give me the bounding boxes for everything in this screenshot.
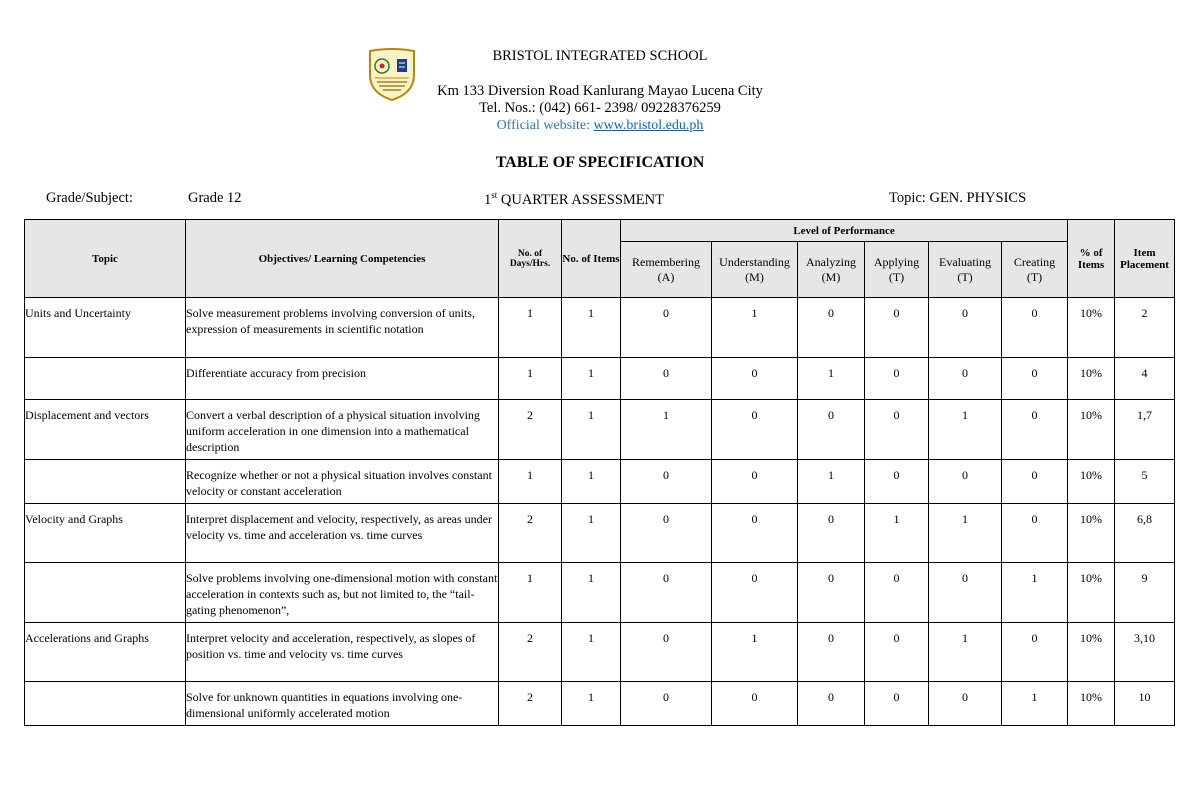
level-code: (M) [821,269,841,284]
table-row [25,400,1175,460]
row-placement: 4 [1115,358,1175,400]
row-days: 2 [499,504,562,563]
level-name: Evaluating [939,254,991,269]
row-percent: 10% [1068,460,1115,504]
header-level [865,242,929,298]
row-days: 1 [499,358,562,400]
row-topic: Velocity and Graphs [25,504,186,563]
row-creating: 0 [1002,298,1068,358]
row-remembering: 0 [621,460,712,504]
grade-value: Grade 12 [188,190,242,206]
row-creating: 0 [1002,460,1068,504]
header-topic: Topic [25,220,186,298]
row-items: 1 [562,563,621,623]
row-evaluating: 0 [929,298,1002,358]
row-items: 1 [562,460,621,504]
row-applying: 0 [865,400,929,460]
row-topic [25,563,186,623]
topic-label: Topic: [889,190,926,206]
row-days: 1 [499,298,562,358]
row-percent: 10% [1068,623,1115,682]
row-evaluating: 0 [929,682,1002,726]
row-evaluating: 0 [929,460,1002,504]
row-understanding: 0 [712,504,798,563]
row-analyzing: 0 [798,682,865,726]
row-applying: 0 [865,298,929,358]
row-applying: 0 [865,682,929,726]
row-analyzing: 0 [798,563,865,623]
row-applying: 0 [865,460,929,504]
header-item-placement: Item Placement [1115,220,1175,298]
row-evaluating: 1 [929,400,1002,460]
row-placement: 9 [1115,563,1175,623]
row-days: 2 [499,400,562,460]
table-row [25,563,1175,623]
table-row [25,358,1175,400]
quarter-text: QUARTER ASSESSMENT [500,191,664,208]
row-placement: 10 [1115,682,1175,726]
row-percent: 10% [1068,358,1115,400]
row-percent: 10% [1068,400,1115,460]
row-applying: 0 [865,358,929,400]
level-name: Applying [873,254,920,269]
row-days: 2 [499,623,562,682]
row-applying: 0 [865,623,929,682]
level-name: Remembering [632,254,700,269]
level-code: (T) [957,269,973,284]
row-objective: Solve measurement problems involving conversion of units, expression of measurements in scientific notation [186,298,499,358]
row-understanding: 0 [712,460,798,504]
row-understanding: 0 [712,400,798,460]
row-objective: Solve for unknown quantities in equations involving one-dimensional uniformly accelerated motion [186,682,499,726]
row-days: 1 [499,563,562,623]
website-label: Official website: [496,118,590,133]
row-items: 1 [562,400,621,460]
website-link[interactable]: www.bristol.edu.ph [593,118,704,133]
row-evaluating: 0 [929,563,1002,623]
row-topic: Displacement and vectors [25,400,186,460]
row-remembering: 0 [621,563,712,623]
table-row [25,623,1175,682]
row-understanding: 0 [712,682,798,726]
row-objective: Differentiate accuracy from precision [186,358,499,400]
row-objective: Solve problems involving one-dimensional motion with constant acceleration in contexts such as, but not limited to, the “tail-gating phenomenon”, [186,563,499,623]
row-creating: 1 [1002,682,1068,726]
row-remembering: 0 [621,623,712,682]
row-analyzing: 0 [798,504,865,563]
row-understanding: 1 [712,623,798,682]
row-placement: 1,7 [1115,400,1175,460]
header-days: No. of Days/Hrs. [499,220,562,298]
school-website [0,118,1200,134]
row-topic: Accelerations and Graphs [25,623,186,682]
row-applying: 1 [865,504,929,563]
level-name: Creating [1013,254,1056,269]
row-creating: 0 [1002,623,1068,682]
header-level-of-performance: Level of Performance [621,220,1068,242]
header-level [621,242,712,298]
quarter-ordinal: 1 [484,191,492,208]
header-objectives: Objectives/ Learning Competencies [186,220,499,298]
row-understanding: 1 [712,298,798,358]
header-items: No. of Items [562,220,621,298]
row-remembering: 0 [621,358,712,400]
row-placement: 5 [1115,460,1175,504]
table-row [25,504,1175,563]
row-percent: 10% [1068,504,1115,563]
row-placement: 2 [1115,298,1175,358]
table-row [25,682,1175,726]
row-items: 1 [562,298,621,358]
row-topic [25,682,186,726]
row-objective: Recognize whether or not a physical situation involves constant velocity or constant acceleration [186,460,499,504]
row-percent: 10% [1068,298,1115,358]
row-remembering: 0 [621,504,712,563]
row-percent: 10% [1068,563,1115,623]
header-level [1002,242,1068,298]
row-understanding: 0 [712,563,798,623]
row-remembering: 1 [621,400,712,460]
header-level [798,242,865,298]
quarter-heading [484,190,664,209]
row-analyzing: 0 [798,623,865,682]
row-evaluating: 1 [929,504,1002,563]
row-topic [25,358,186,400]
grade-label: Grade/Subject: [46,190,133,206]
quarter-ordinal-suffix: st [491,190,498,200]
row-analyzing: 1 [798,460,865,504]
specification-table [24,219,1175,726]
topic-heading [889,190,1026,207]
row-days: 2 [499,682,562,726]
level-name: Analyzing [806,254,856,269]
row-days: 1 [499,460,562,504]
level-name: Understanding [719,254,790,269]
row-creating: 0 [1002,400,1068,460]
table-row [25,460,1175,504]
table-row [25,298,1175,358]
row-items: 1 [562,623,621,682]
header-level [712,242,798,298]
school-telephone: Tel. Nos.: (042) 661- 2398/ 09228376259 [479,100,721,116]
row-topic [25,460,186,504]
row-remembering: 0 [621,682,712,726]
row-items: 1 [562,504,621,563]
school-address: Km 133 Diversion Road Kanlurang Mayao Lucena City [437,83,763,99]
school-name: BRISTOL INTEGRATED SCHOOL [492,48,708,64]
row-placement: 6,8 [1115,504,1175,563]
row-objective: Convert a verbal description of a physical situation involving uniform acceleration in one dimension into a mathematical description [186,400,499,460]
row-analyzing: 0 [798,298,865,358]
row-placement: 3,10 [1115,623,1175,682]
row-items: 1 [562,682,621,726]
row-objective: Interpret velocity and acceleration, respectively, as slopes of position vs. time and velocity vs. time curves [186,623,499,682]
row-evaluating: 0 [929,358,1002,400]
header-level [929,242,1002,298]
row-applying: 0 [865,563,929,623]
row-creating: 1 [1002,563,1068,623]
topic-value: GEN. PHYSICS [929,190,1027,206]
row-analyzing: 0 [798,400,865,460]
row-items: 1 [562,358,621,400]
row-remembering: 0 [621,298,712,358]
document-title: TABLE OF SPECIFICATION [495,154,705,171]
row-evaluating: 1 [929,623,1002,682]
row-objective: Interpret displacement and velocity, respectively, as areas under velocity vs. time and acceleration vs. time curves [186,504,499,563]
level-code: (T) [888,269,905,284]
row-understanding: 0 [712,358,798,400]
row-creating: 0 [1002,504,1068,563]
row-topic: Units and Uncertainty [25,298,186,358]
level-code: (M) [745,269,764,284]
level-code: (A) [657,269,675,284]
row-percent: 10% [1068,682,1115,726]
row-creating: 0 [1002,358,1068,400]
level-code: (T) [1026,269,1043,284]
header-percent-items: % of Items [1068,220,1115,298]
row-analyzing: 1 [798,358,865,400]
